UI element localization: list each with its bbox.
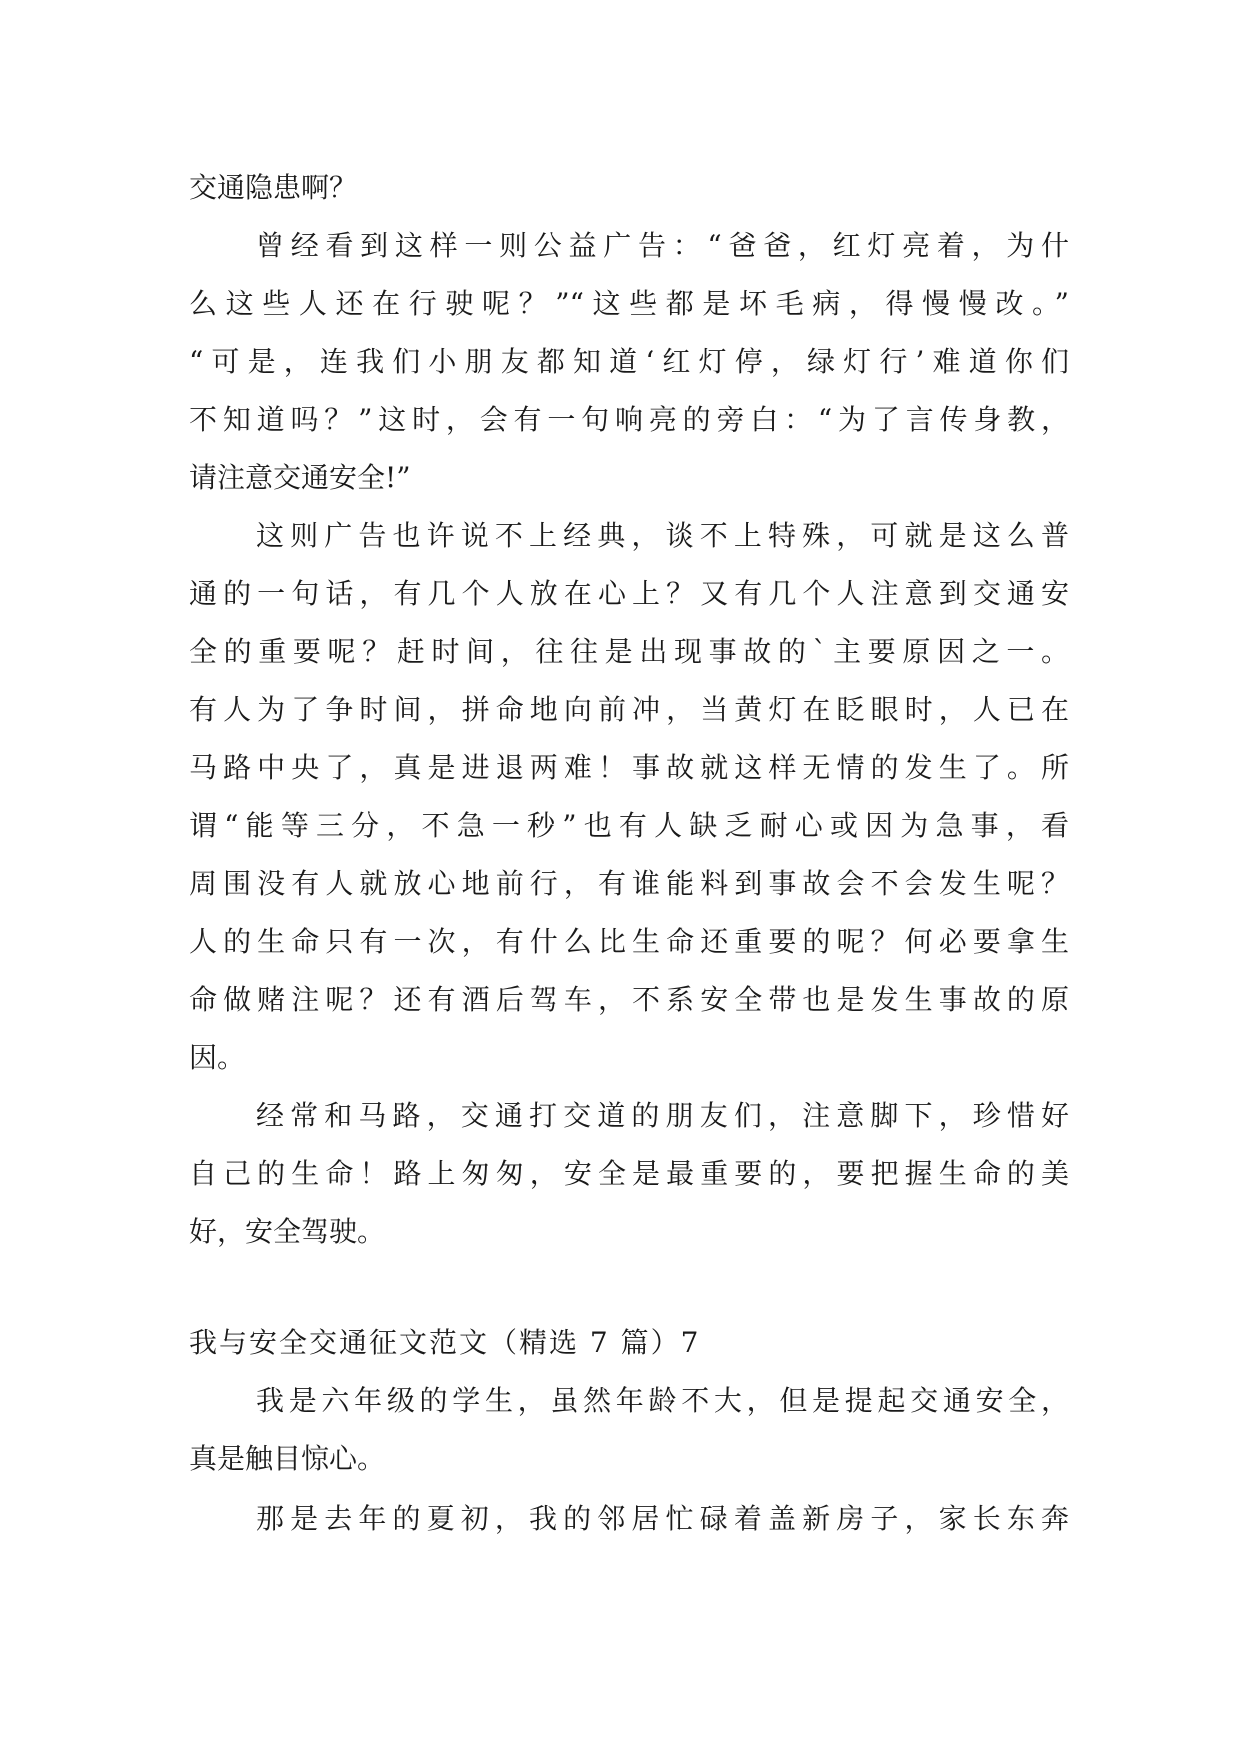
text-line: 周围没有人就放心地前行，有谁能料到事故会不会发生呢？ — [189, 867, 1069, 900]
text-line: 请注意交通安全!” — [189, 461, 411, 494]
text-line: 真是触目惊心。 — [189, 1442, 386, 1475]
paragraph-first-line: 曾经看到这样一则公益广告：“爸爸，红灯亮着，为什 — [256, 229, 1069, 262]
text-line: 有人为了争时间，拼命地向前冲，当黄灯在眨眼时，人已在 — [189, 693, 1069, 726]
text-line: 全的重要呢？赶时间，往往是出现事故的`主要原因之一。 — [189, 635, 1069, 668]
text-line: 马路中央了，真是进退两难！事故就这样无情的发生了。所 — [189, 751, 1069, 784]
text-line: 好，安全驾驶。 — [189, 1215, 386, 1248]
text-line: “可是，连我们小朋友都知道‘红灯停，绿灯行’难道你们 — [189, 345, 1069, 378]
paragraph-first-line: 经常和马路，交通打交道的朋友们，注意脚下，珍惜好 — [256, 1099, 1069, 1132]
paragraph-first-line: 这则广告也许说不上经典，谈不上特殊，可就是这么普 — [256, 519, 1069, 552]
text-line: 不知道吗？”这时，会有一句响亮的旁白：“为了言传身教， — [189, 403, 1069, 436]
section-heading: 我与安全交通征文范文（精选 7 篇）7 — [189, 1326, 701, 1359]
text-line: 人的生命只有一次，有什么比生命还重要的呢？何必要拿生 — [189, 925, 1069, 958]
text-line: 命做赌注呢？还有酒后驾车，不系安全带也是发生事故的原 — [189, 983, 1069, 1016]
text-line: 谓“能等三分，不急一秒”也有人缺乏耐心或因为急事，看 — [189, 809, 1069, 842]
text-line: 么这些人还在行驶呢？”“这些都是坏毛病，得慢慢改。” — [189, 287, 1069, 320]
paragraph-first-line: 我是六年级的学生，虽然年龄不大，但是提起交通安全， — [256, 1384, 1069, 1417]
text-line: 交通隐患啊？ — [189, 171, 358, 204]
text-line: 通的一句话，有几个人放在心上？又有几个人注意到交通安 — [189, 577, 1069, 610]
paragraph-first-line: 那是去年的夏初，我的邻居忙碌着盖新房子，家长东奔 — [256, 1502, 1069, 1535]
text-line: 因。 — [189, 1041, 246, 1074]
text-line: 自己的生命！路上匆匆，安全是最重要的，要把握生命的美 — [189, 1157, 1069, 1190]
